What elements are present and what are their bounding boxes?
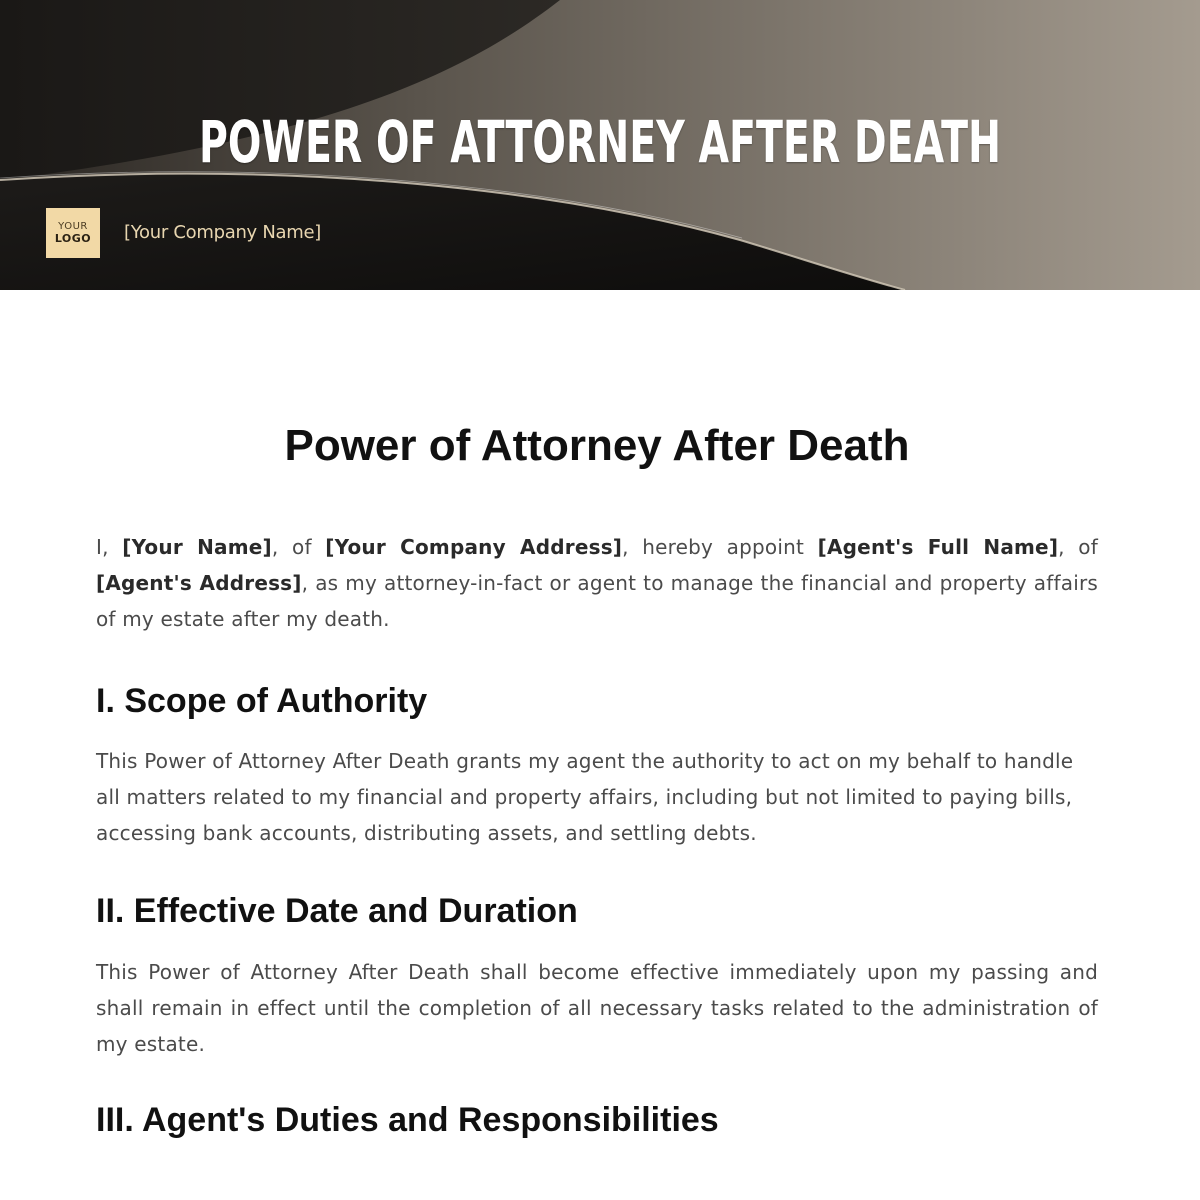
section-text-effective-date: This Power of Attorney After Death shall become effective immediately upon my passing and shall remain in effect until the completion of all necessary tasks related to the administration of my estate. (96, 960, 1098, 1056)
placeholder-agent-address: [Agent's Address] (96, 571, 302, 595)
logo-text-bottom: LOGO (54, 232, 92, 245)
intro-text: , as my attorney-in-fact or agent to manage the financial and property affairs of my estate after my death. (96, 571, 1098, 631)
placeholder-company-address: [Your Company Address] (325, 535, 623, 559)
intro-text: , of (271, 535, 326, 559)
header-banner (0, 0, 1200, 290)
section-heading-effective-date: II. Effective Date and Duration (96, 892, 578, 930)
section-heading-scope: I. Scope of Authority (96, 682, 428, 720)
intro-text: I, (96, 535, 123, 559)
placeholder-agent-name: [Agent's Full Name] (817, 535, 1059, 559)
banner-title: POWER OF ATTORNEY AFTER DEATH (199, 108, 1001, 176)
section-heading-agent-duties: III. Agent's Duties and Responsibilities (96, 1101, 719, 1139)
company-name: [Your Company Name] (124, 222, 321, 243)
intro-text: , hereby appoint (622, 535, 818, 559)
document-title: Power of Attorney After Death (284, 421, 910, 470)
placeholder-your-name: [Your Name] (122, 535, 272, 559)
section-text-scope: This Power of Attorney After Death grants my agent the authority to act on my behalf to handle all matters related to my financial and property affairs, including but not limited to paying bills, accessing bank accounts, distributing assets, and settling debts. (96, 749, 1074, 845)
document-body (96, 400, 1098, 1142)
company-logo (46, 208, 100, 258)
intro-paragraph (96, 529, 1098, 637)
intro-text: , of (1058, 535, 1098, 559)
logo-text-top: YOUR (58, 221, 88, 232)
